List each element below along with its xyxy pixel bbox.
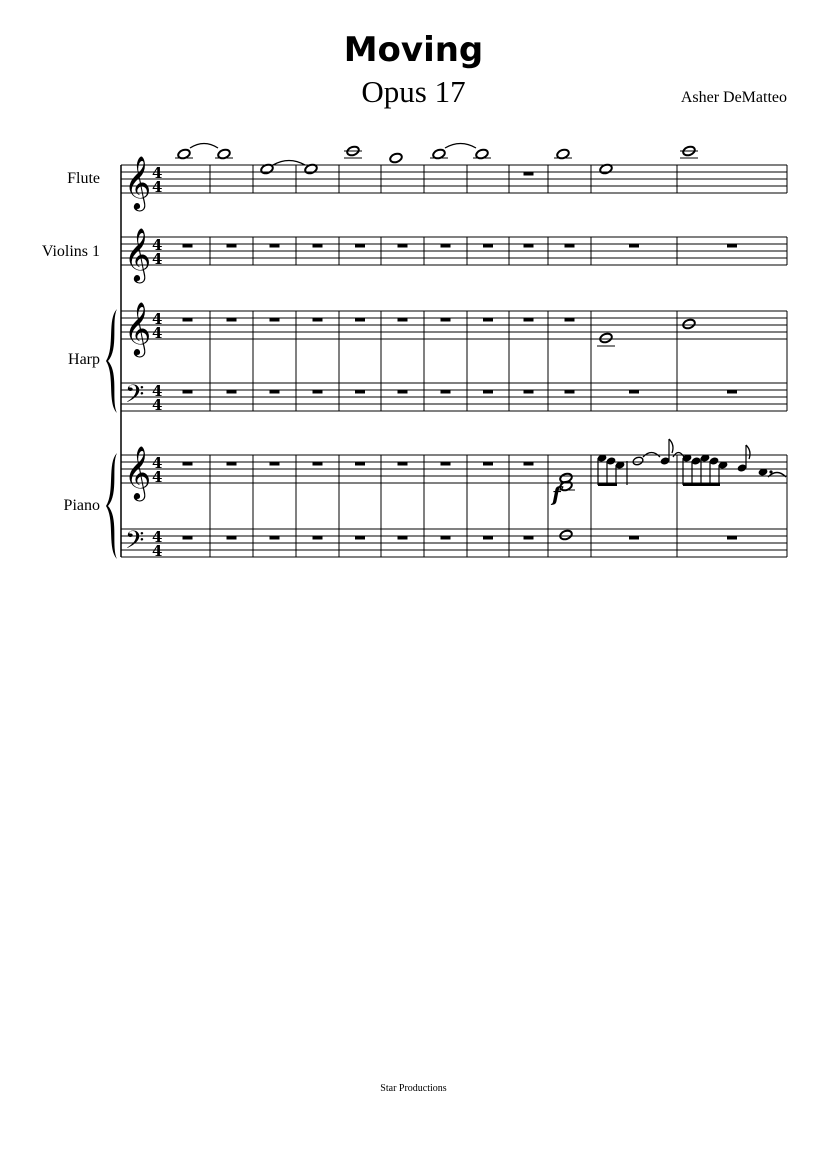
whole-rest	[441, 390, 451, 394]
whole-rest	[483, 390, 493, 394]
notation-marks	[106, 144, 786, 562]
whole-rest	[483, 318, 493, 322]
half-note	[632, 456, 644, 466]
treble-clef-icon: 𝄞	[124, 445, 152, 499]
whole-rest	[398, 244, 408, 248]
tie	[273, 161, 305, 166]
time-signature-denominator: 4	[152, 324, 163, 342]
instrument-label-violins: Violins 1	[41, 243, 100, 260]
whole-rest	[313, 536, 323, 540]
time-signature-denominator: 4	[152, 178, 163, 196]
whole-rest	[270, 536, 280, 540]
whole-rest	[727, 244, 737, 248]
composer-name: Asher DeMatteo	[680, 89, 787, 106]
whole-rest	[441, 318, 451, 322]
whole-rest	[441, 244, 451, 248]
instrument-label-piano: Piano	[63, 497, 100, 514]
whole-rest	[398, 536, 408, 540]
whole-rest	[483, 462, 493, 466]
whole-rest	[565, 244, 575, 248]
whole-rest	[524, 536, 534, 540]
whole-rest	[398, 390, 408, 394]
time-signature-numerator: 4	[152, 236, 163, 254]
whole-rest	[565, 318, 575, 322]
whole-rest	[629, 536, 639, 540]
whole-rest	[227, 462, 237, 466]
whole-note	[559, 529, 573, 541]
whole-rest	[183, 462, 193, 466]
instrument-label-flute: Flute	[67, 170, 100, 187]
time-signature-denominator: 4	[152, 250, 163, 268]
beam	[683, 483, 720, 486]
whole-rest	[355, 462, 365, 466]
whole-rest	[398, 462, 408, 466]
whole-rest	[313, 318, 323, 322]
whole-rest	[565, 390, 575, 394]
whole-rest	[270, 462, 280, 466]
whole-rest	[313, 244, 323, 248]
footer-credit: Star Productions	[380, 1083, 447, 1094]
whole-rest	[727, 536, 737, 540]
time-signature-numerator: 4	[152, 310, 163, 328]
score-subtitle: Opus 17	[361, 74, 466, 109]
time-signature-numerator: 4	[152, 454, 163, 472]
whole-rest	[183, 244, 193, 248]
bass-clef-icon: 𝄢	[125, 380, 145, 415]
time-signature-numerator: 4	[152, 382, 163, 400]
tie	[445, 144, 476, 149]
whole-rest	[183, 390, 193, 394]
whole-rest	[270, 318, 280, 322]
treble-clef-icon: 𝄞	[124, 227, 152, 281]
whole-rest	[227, 318, 237, 322]
beam	[598, 483, 617, 486]
whole-rest	[227, 244, 237, 248]
whole-rest	[183, 536, 193, 540]
treble-clef-icon: 𝄞	[124, 301, 152, 355]
whole-rest	[227, 536, 237, 540]
time-signature-denominator: 4	[152, 468, 163, 486]
whole-rest	[629, 390, 639, 394]
whole-rest	[313, 390, 323, 394]
whole-rest	[524, 172, 534, 176]
time-signature-denominator: 4	[152, 542, 163, 560]
whole-rest	[270, 390, 280, 394]
whole-rest	[313, 462, 323, 466]
whole-rest	[727, 390, 737, 394]
whole-rest	[524, 462, 534, 466]
time-signature-numerator: 4	[152, 528, 163, 546]
whole-rest	[355, 244, 365, 248]
time-signature-numerator: 4	[152, 164, 163, 182]
whole-note	[599, 332, 613, 344]
brace	[106, 453, 117, 559]
whole-rest	[524, 244, 534, 248]
whole-rest	[524, 318, 534, 322]
brace	[106, 309, 117, 413]
whole-rest	[629, 244, 639, 248]
whole-rest	[441, 462, 451, 466]
time-signature-denominator: 4	[152, 396, 163, 414]
whole-rest	[441, 536, 451, 540]
whole-rest	[355, 318, 365, 322]
whole-rest	[270, 244, 280, 248]
barlines	[121, 165, 787, 557]
score-title: Moving	[343, 30, 484, 70]
instrument-label-harp: Harp	[68, 351, 100, 368]
dynamic-marking: f	[552, 482, 561, 506]
whole-rest	[524, 390, 534, 394]
tie	[190, 144, 218, 149]
whole-note	[682, 318, 696, 330]
whole-rest	[355, 536, 365, 540]
whole-rest	[227, 390, 237, 394]
staves	[121, 165, 787, 557]
whole-rest	[483, 244, 493, 248]
whole-rest	[398, 318, 408, 322]
whole-rest	[355, 390, 365, 394]
whole-rest	[483, 536, 493, 540]
treble-clef-icon: 𝄞	[124, 155, 152, 209]
whole-rest	[183, 318, 193, 322]
whole-note	[389, 152, 403, 164]
bass-clef-icon: 𝄢	[125, 526, 145, 561]
